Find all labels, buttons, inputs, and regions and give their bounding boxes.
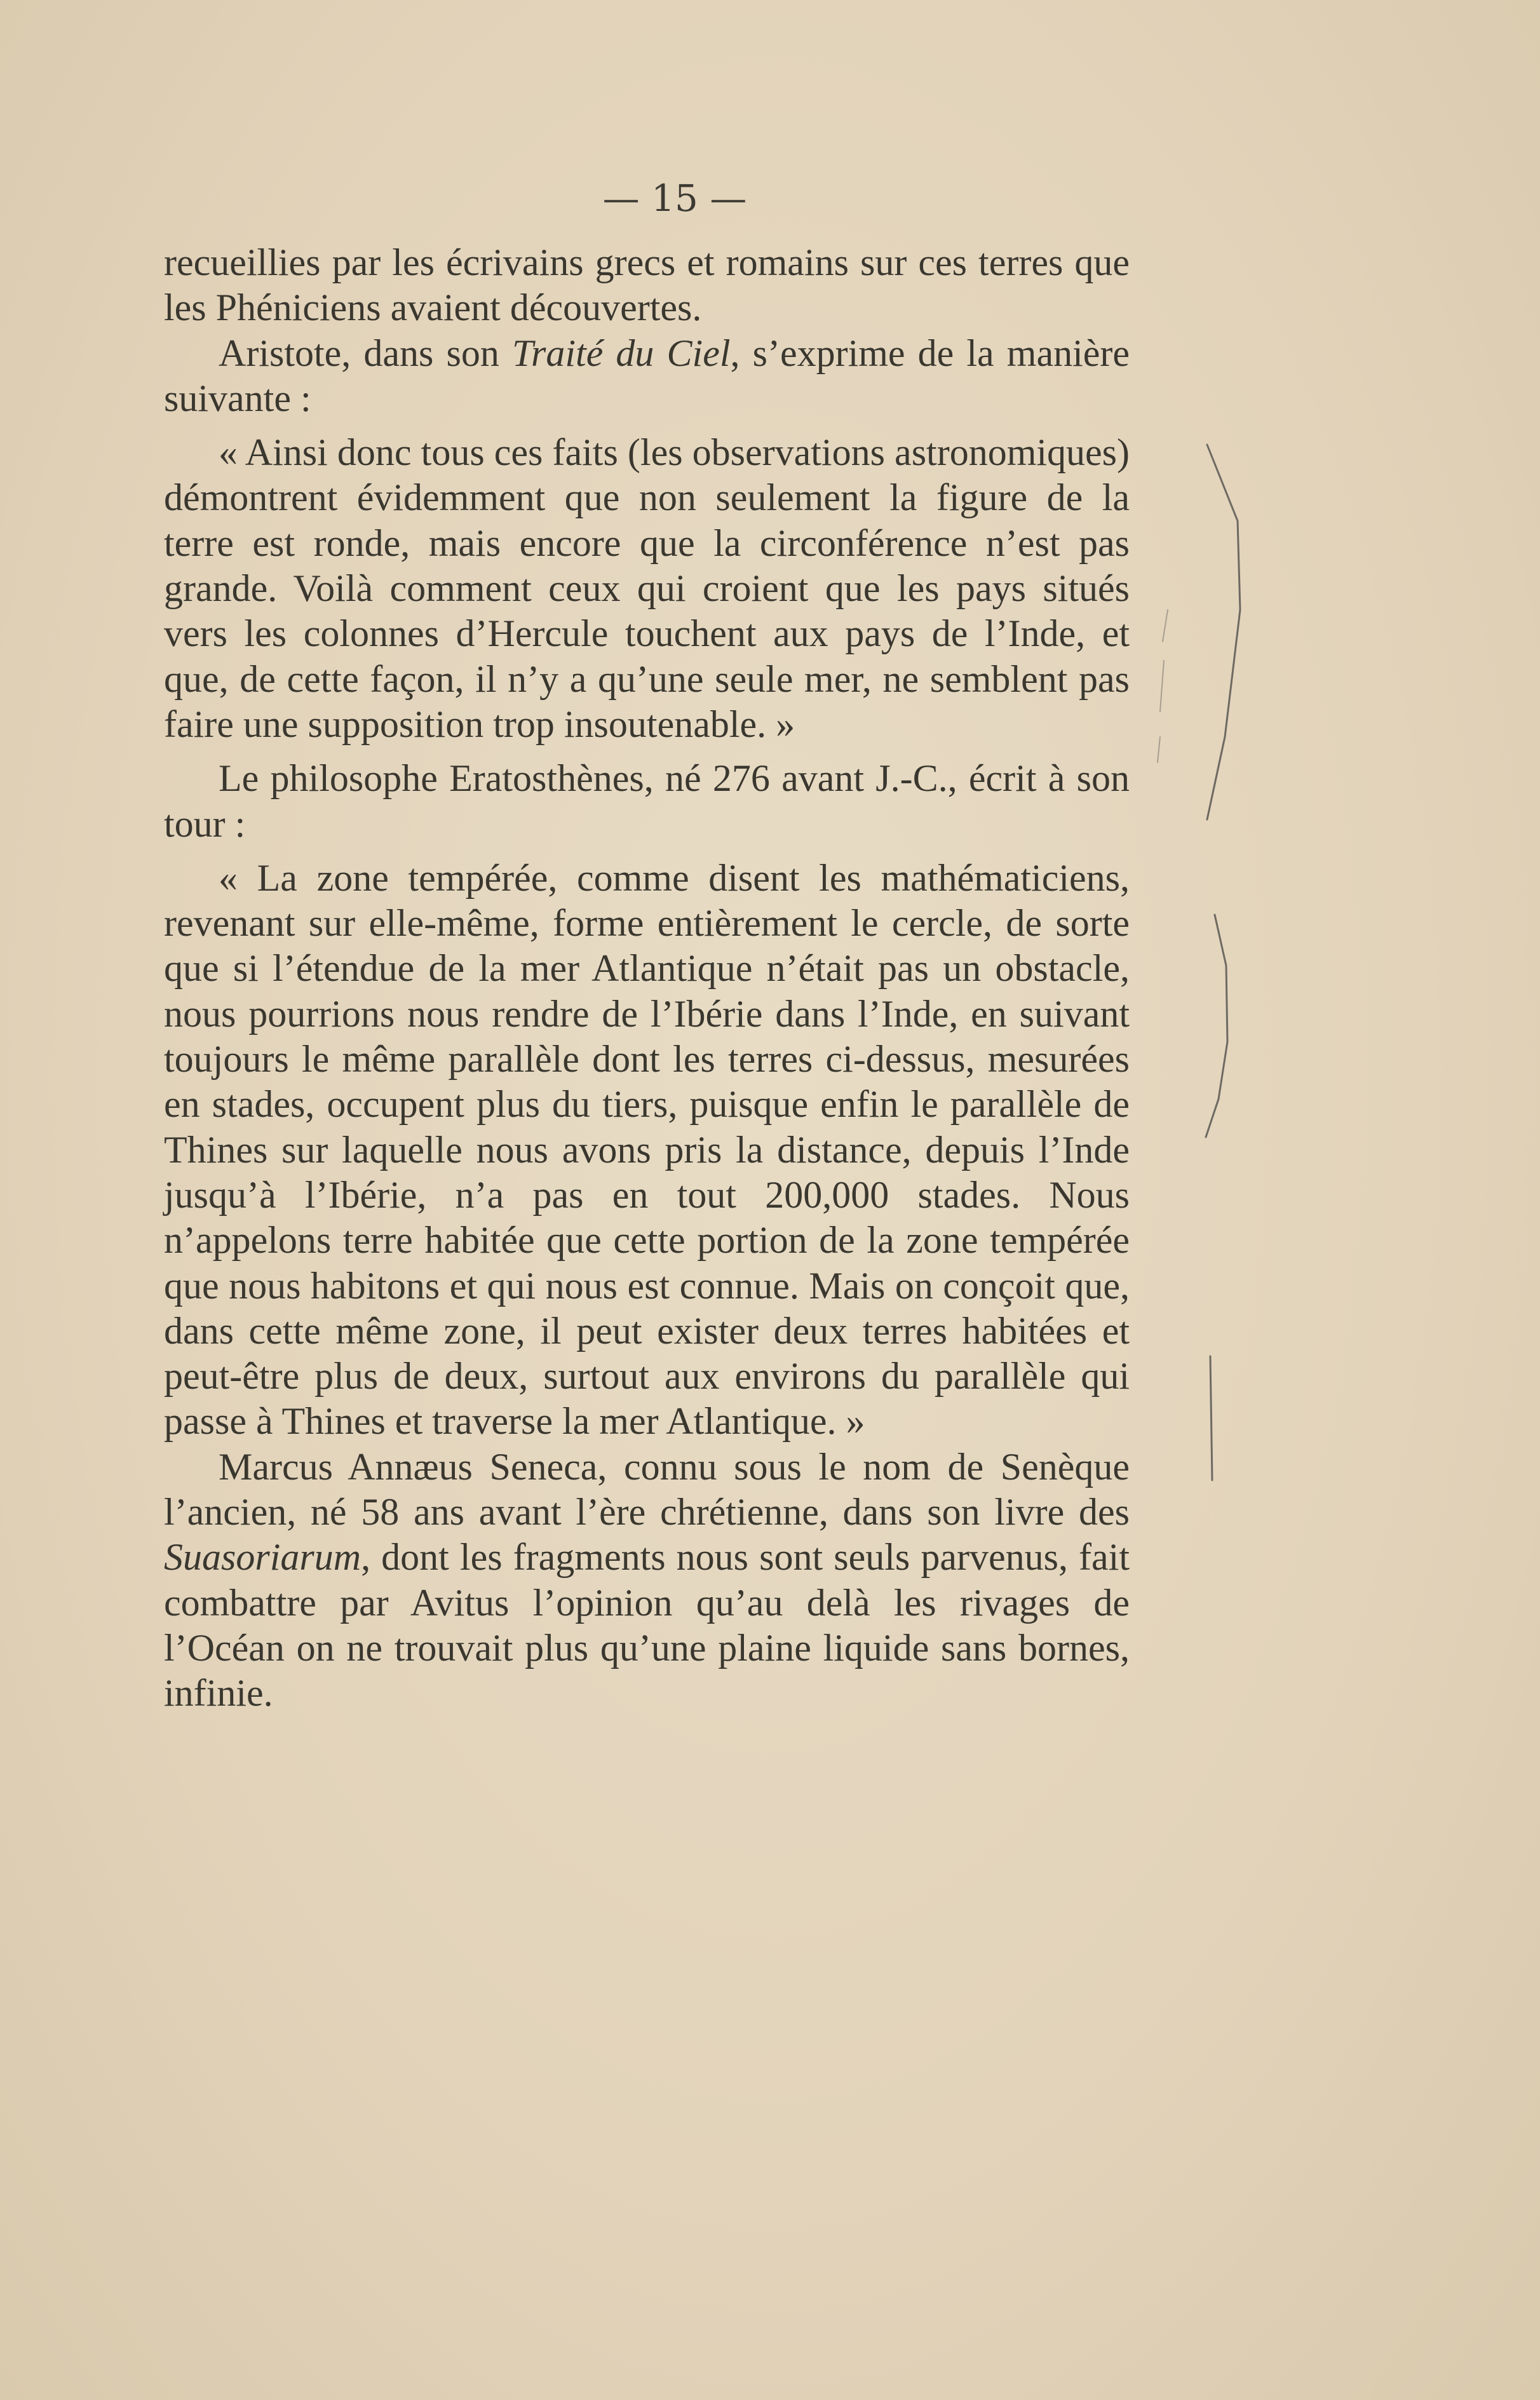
paragraph-aristote-before: Aristote, dans son (219, 332, 512, 374)
paragraph-seneca-after: , dont les fragments nous sont seuls parvenus, fait combattre par Avitus l’opinion qu’au delà les rivages de l’Océan on ne trouvait plus qu’une plaine liquide sans bornes, infinie. (164, 1536, 1130, 1715)
paragraph-aristote-after: , s’exprime de la manière suivante : (164, 332, 1130, 419)
paragraph-seneca-before: Marcus Annæus Seneca, connu sous le nom de Senèque l’ancien, né 58 ans avant l’ère chrétienne, dans son livre des (164, 1445, 1130, 1534)
pencil-line-lower (1210, 1356, 1212, 1480)
paragraph-aristote (164, 331, 1130, 422)
body-text (164, 240, 1130, 1716)
paragraph-eratosthenes: Le philosophe Eratosthènes, né 276 avant J.-C., écrit à son tour : (164, 757, 1130, 845)
pencil-bracket-middle (1206, 915, 1227, 1137)
pencil-bracket-upper (1207, 445, 1240, 819)
paragraph-continuation: recueillies par les écrivains grecs et romains sur ces terres que les Phéniciens avaient découvertes. (164, 241, 1130, 329)
book-title-traite-du-ciel: Traité du Ciel (511, 332, 731, 374)
quote-eratosthenes: « La zone tempérée, comme disent les mathématiciens, revenant sur elle-même, forme entièrement le cercle, de sorte que si l’étendue de la mer Atlantique n’était pas un obstacle, nous pourrions nous rendre de l’Ibérie dans l’Inde, en suivant toujours le même parallèle dont les terres ci-dessus, mesurées en stades, occupent plus du tiers, puisque enfin le parallèle de Thines sur laquelle nous avons pris la distance, depuis l’Inde jusqu’à l’Ibérie, n’a pas en tout 200,000 stades. Nous n’appelons terre habitée que cette portion de la zone tempérée que nous habitons et qui nous est connue. Mais on conçoit que, dans cette même zone, il peut exister deux terres habitées et peut-être plus de deux, surtout aux environs du parallèle qui passe à Thines et traverse la mer Atlantique. » (164, 856, 1130, 1443)
paragraph-seneca (164, 1445, 1130, 1716)
pencil-faint-marks (1158, 610, 1168, 762)
book-title-suasoriarum: Suasoriarum (164, 1536, 361, 1579)
page-number: — 15 — (602, 177, 747, 220)
quote-aristote: « Ainsi donc tous ces faits (les observations astronomiques) démontrent évidemment que non seulement la figure de la terre est ronde, mais encore que la circonférence n’est pas grande. Voilà comment ceux qui croient que les pays situés vers les colonnes d’Hercule touchent aux pays de l’Inde, et que, de cette façon, il n’y a qu’une seule mer, ne semblent pas faire une supposition trop insoutenable. » (164, 431, 1130, 745)
